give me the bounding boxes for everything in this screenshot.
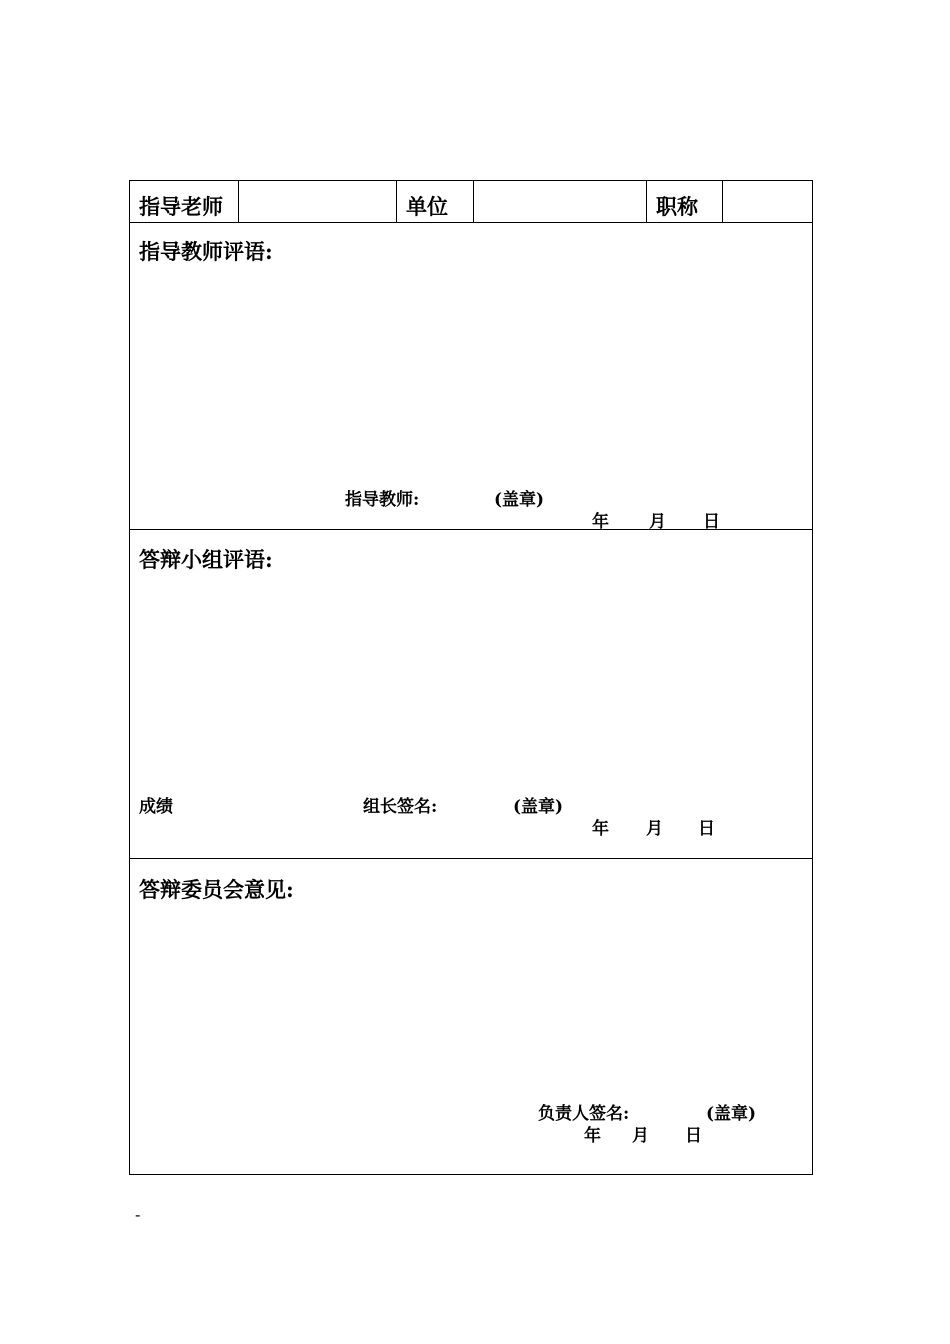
committee-opinion-title: 答辩委员会意见: <box>139 877 294 902</box>
committee-year-label: 年 <box>584 1126 601 1146</box>
panel-month-label: 月 <box>646 819 663 839</box>
panel-comment-section[interactable] <box>130 530 812 859</box>
advisor-month-label: 月 <box>649 512 666 532</box>
advisor-year-label: 年 <box>592 512 609 532</box>
committee-day-label: 日 <box>685 1126 702 1146</box>
panel-signature-label: 组长签名: <box>363 797 438 817</box>
advisor-value-cell[interactable] <box>239 181 397 222</box>
unit-label: 单位 <box>406 194 448 219</box>
advisor-label-cell <box>130 181 239 222</box>
page-footer-mark: - <box>135 1205 141 1224</box>
committee-month-label: 月 <box>632 1126 649 1146</box>
panel-seal-label: (盖章) <box>513 797 564 817</box>
evaluation-form <box>129 180 813 1175</box>
title-label-cell <box>647 181 723 222</box>
panel-day-label: 日 <box>698 819 715 839</box>
panel-grade-label: 成绩 <box>139 797 173 817</box>
committee-opinion-section[interactable] <box>130 859 812 1174</box>
unit-value-cell[interactable] <box>474 181 647 222</box>
advisor-day-label: 日 <box>703 512 720 532</box>
advisor-label: 指导老师 <box>139 194 223 219</box>
advisor-comment-section[interactable] <box>130 223 812 530</box>
committee-signature-label: 负责人签名: <box>538 1104 630 1124</box>
committee-seal-label: (盖章) <box>706 1104 757 1124</box>
unit-label-cell <box>397 181 474 222</box>
advisor-comment-title: 指导教师评语: <box>139 239 273 264</box>
form-header-row <box>130 181 812 223</box>
advisor-seal-label: (盖章) <box>494 490 545 510</box>
panel-year-label: 年 <box>592 819 609 839</box>
advisor-signature-label: 指导教师: <box>345 490 420 510</box>
title-label: 职称 <box>656 194 698 219</box>
title-value-cell[interactable] <box>723 181 812 222</box>
panel-comment-title: 答辩小组评语: <box>139 547 273 572</box>
